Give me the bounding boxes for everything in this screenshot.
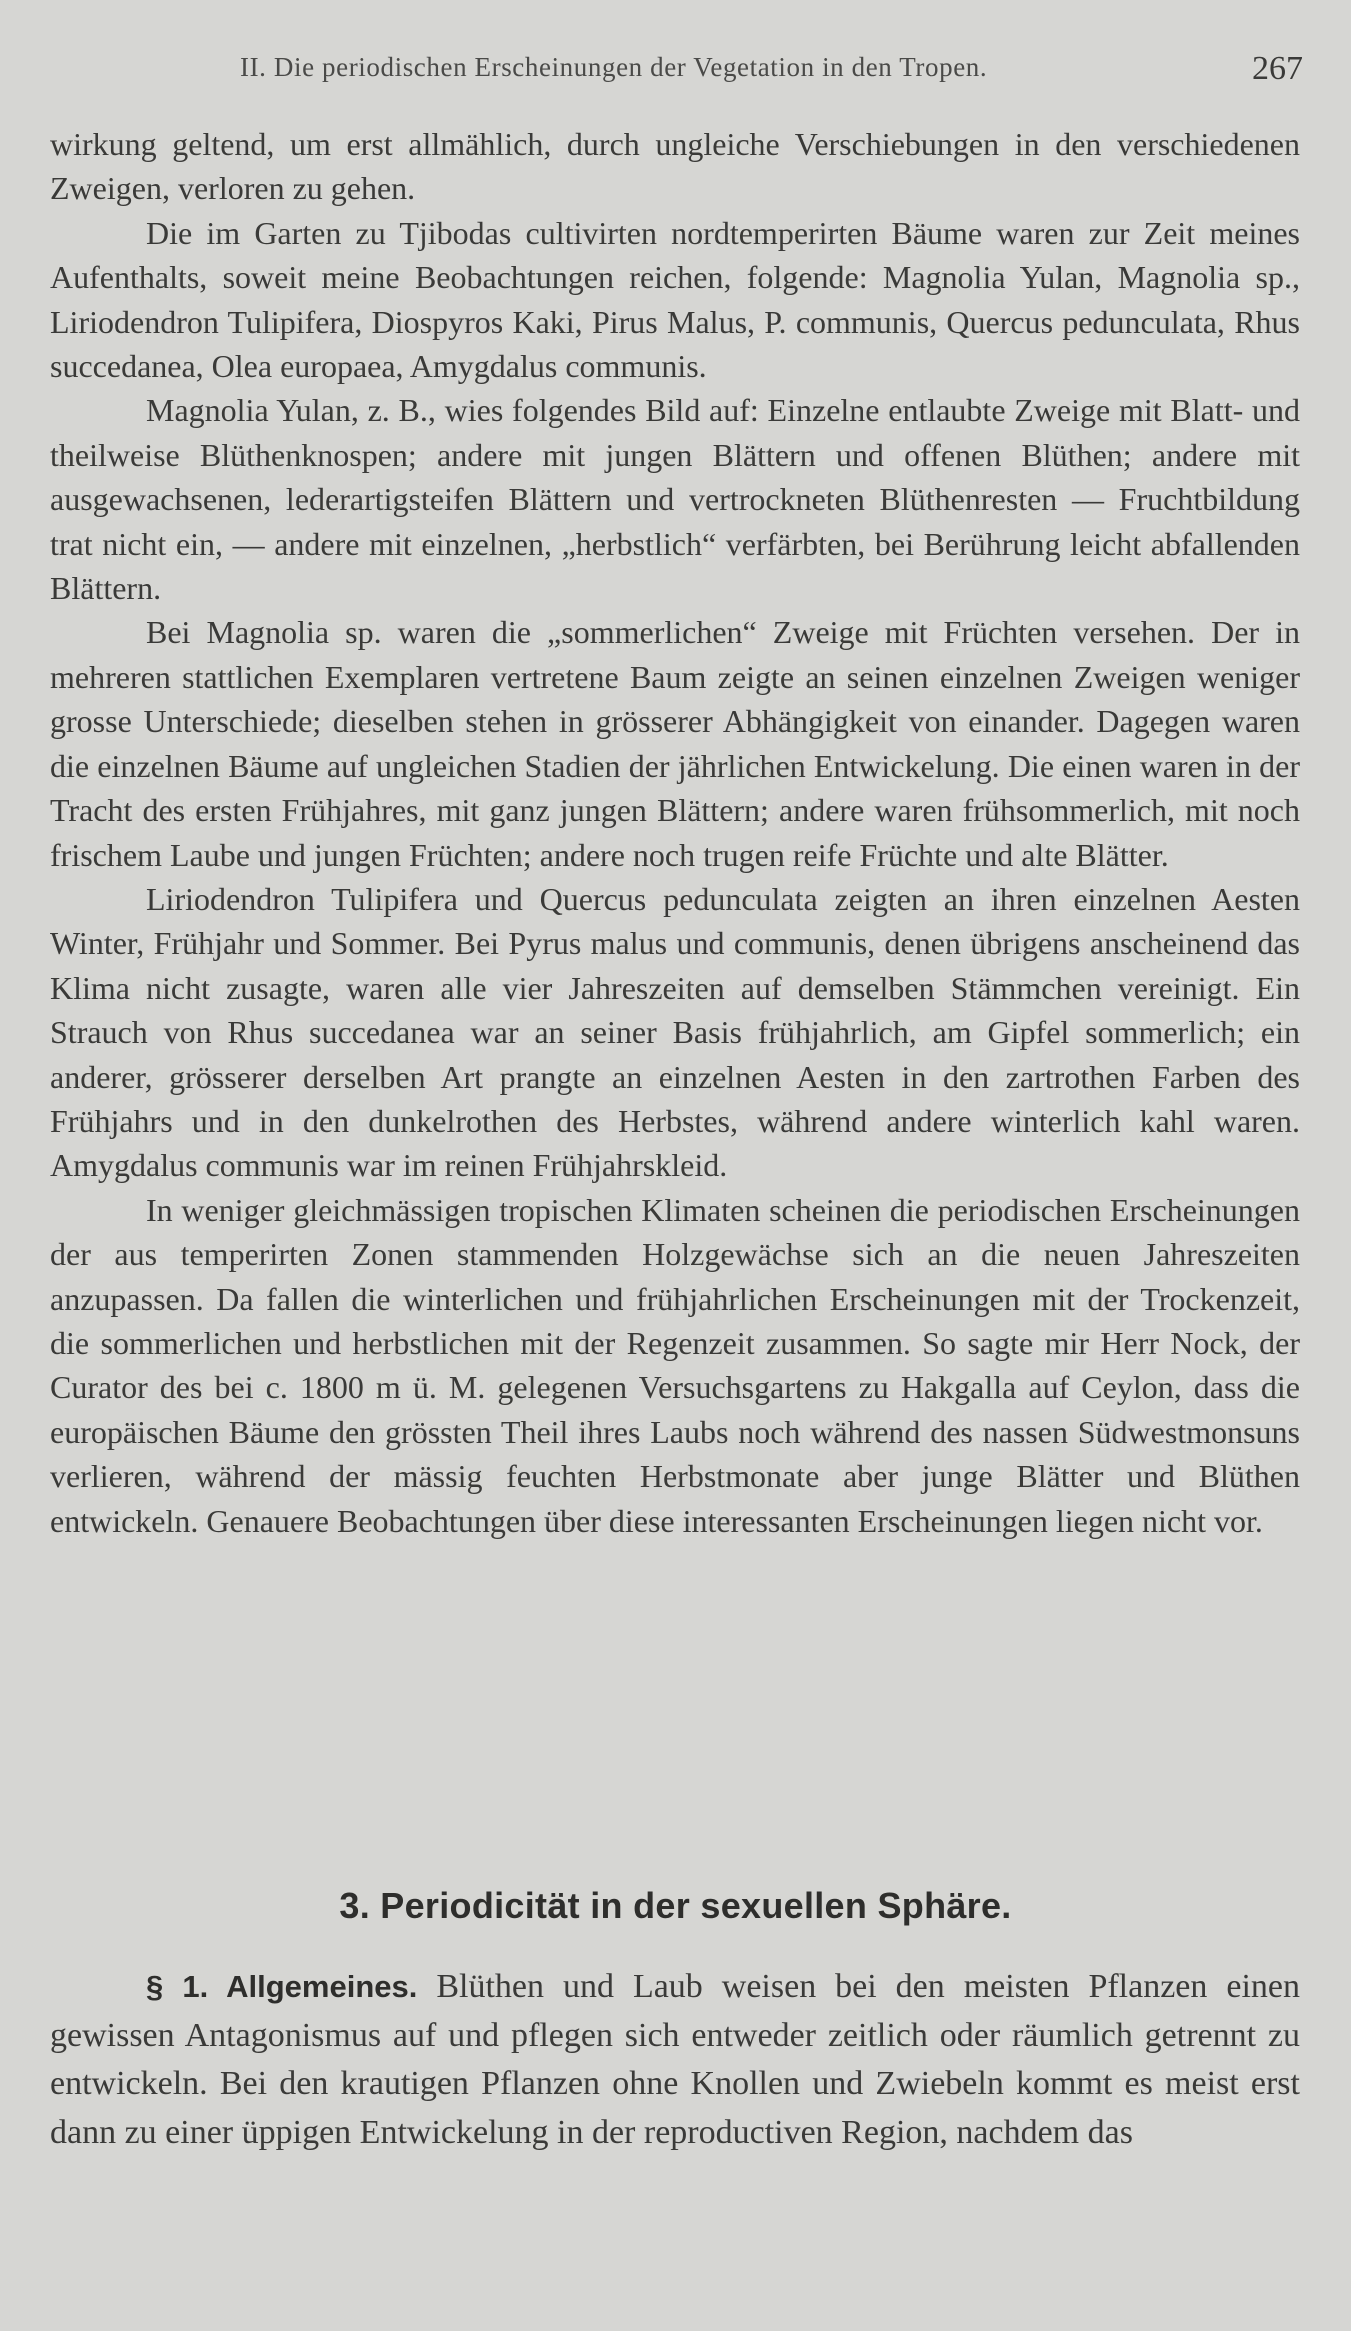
section-paragraph xyxy=(50,1963,1300,2157)
paragraph-tropical-climates: In weniger gleichmässigen tropischen Klimaten scheinen die periodischen Erscheinungen der aus temperirten Zonen stammenden Holzgewächse sich an die neuen Jahreszeiten anzupassen. Da fallen die winterlichen und frühjahrlichen Erscheinungen mit der Trockenzeit, die sommerlichen und herbstlichen mit der Regenzeit zusammen. So sagte mir Herr Nock, der Curator des bei c. 1800 m ü. M. gelegenen Versuchsgartens zu Hakgalla auf Ceylon, dass die europäischen Bäume den grössten Theil ihres Laubs noch während des nassen Südwestmonsuns verlieren, während der mässig feuchten Herbstmonate aber junge Blätter und Blüthen entwickeln. Genauere Beobachtungen über diese interessanten Erscheinungen liegen nicht vor. xyxy=(50,1191,1300,1539)
section-heading: 3. Periodicität in der sexuellen Sphäre. xyxy=(339,1885,1012,1926)
paragraph-magnolia-sp: Bei Magnolia sp. waren die „sommerlichen“ Zweige mit Früchten versehen. Der in mehreren stattlichen Exemplaren vertretene Baum zeigte an seinen einzelnen Zweigen weniger grosse Unterschiede; dieselben stehen in grösserer Abhängigkeit von einander. Dagegen waren die einzelnen Bäume auf ungleichen Stadien der jährlichen Entwickelung. Die einen waren in der Tracht des ersten Frühjahres, mit ganz jungen Blättern; andere waren frühsommerlich, mit noch frischem Laube und jungen Früchten; andere noch trugen reife Früchte und alte Blätter. xyxy=(50,614,1300,873)
running-title: II. Die periodischen Erscheinungen der Vegetation in den Tropen. xyxy=(240,52,988,82)
subsection-label: § 1. Allgemeines. xyxy=(146,1969,418,2004)
paragraph-magnolia-yulan: Magnolia Yulan, z. B., wies folgendes Bild auf: Einzelne entlaubte Zweige mit Blatt- und theilweise Blüthenknospen; andere mit jungen Blättern und offenen Blüthen; andere mit ausgewachsenen, lederartigsteifen Blättern und vertrockneten Blüthenresten — Fruchtbildung trat nicht ein, — andere mit einzelnen, „herbstlich“ verfärbten, bei Berührung leicht abfallenden Blättern. xyxy=(50,392,1300,607)
section-paragraph-text: Blüthen und Laub weisen bei den meisten Pflanzen einen gewissen Antagonismus auf und pflegen sich entweder zeitlich oder räumlich getrennt zu entwickeln. Bei den krautigen Pflanzen ohne Knollen und Zwiebeln kommt es meist erst dann zu einer üppigen Entwickelung in der reproductiven Region, nachdem das xyxy=(50,1968,1300,2151)
section-text xyxy=(50,1963,1300,2157)
body-text xyxy=(50,122,1300,1543)
paragraph-liriodendron: Liriodendron Tulipifera und Quercus pedunculata zeigten an ihren einzelnen Aesten Winter, Frühjahr und Sommer. Bei Pyrus malus und communis, denen übrigens anscheinend das Klima nicht zusagte, waren alle vier Jahreszeiten auf demselben Stämmchen vereinigt. Ein Strauch von Rhus succedanea war an seiner Basis frühjahrlich, am Gipfel sommerlich; ein anderer, grösserer derselben Art prangte an einzelnen Aesten in den zartrothen Farben des Frühjahrs und in den dunkelrothen des Herbstes, während andere winterlich kahl waren. Amygdalus communis war im reinen Frühjahrskleid. xyxy=(50,880,1300,1184)
paragraph-tree-list: Die im Garten zu Tjibodas cultivirten nordtemperirten Bäume waren zur Zeit meines Aufenthalts, soweit meine Beobachtungen reichen, folgende: Magnolia Yulan, Magnolia sp., Liriodendron Tulipifera, Diospyros Kaki, Pirus Malus, P. communis, Quercus pedunculata, Rhus succedanea, Olea europaea, Amygdalus communis. xyxy=(50,214,1300,385)
page-number: 267 xyxy=(1252,50,1303,87)
paragraph-continuation: wirkung geltend, um erst allmählich, durch ungleiche Verschiebungen in den verschiedenen Zweigen, verloren zu gehen. xyxy=(50,126,1300,207)
